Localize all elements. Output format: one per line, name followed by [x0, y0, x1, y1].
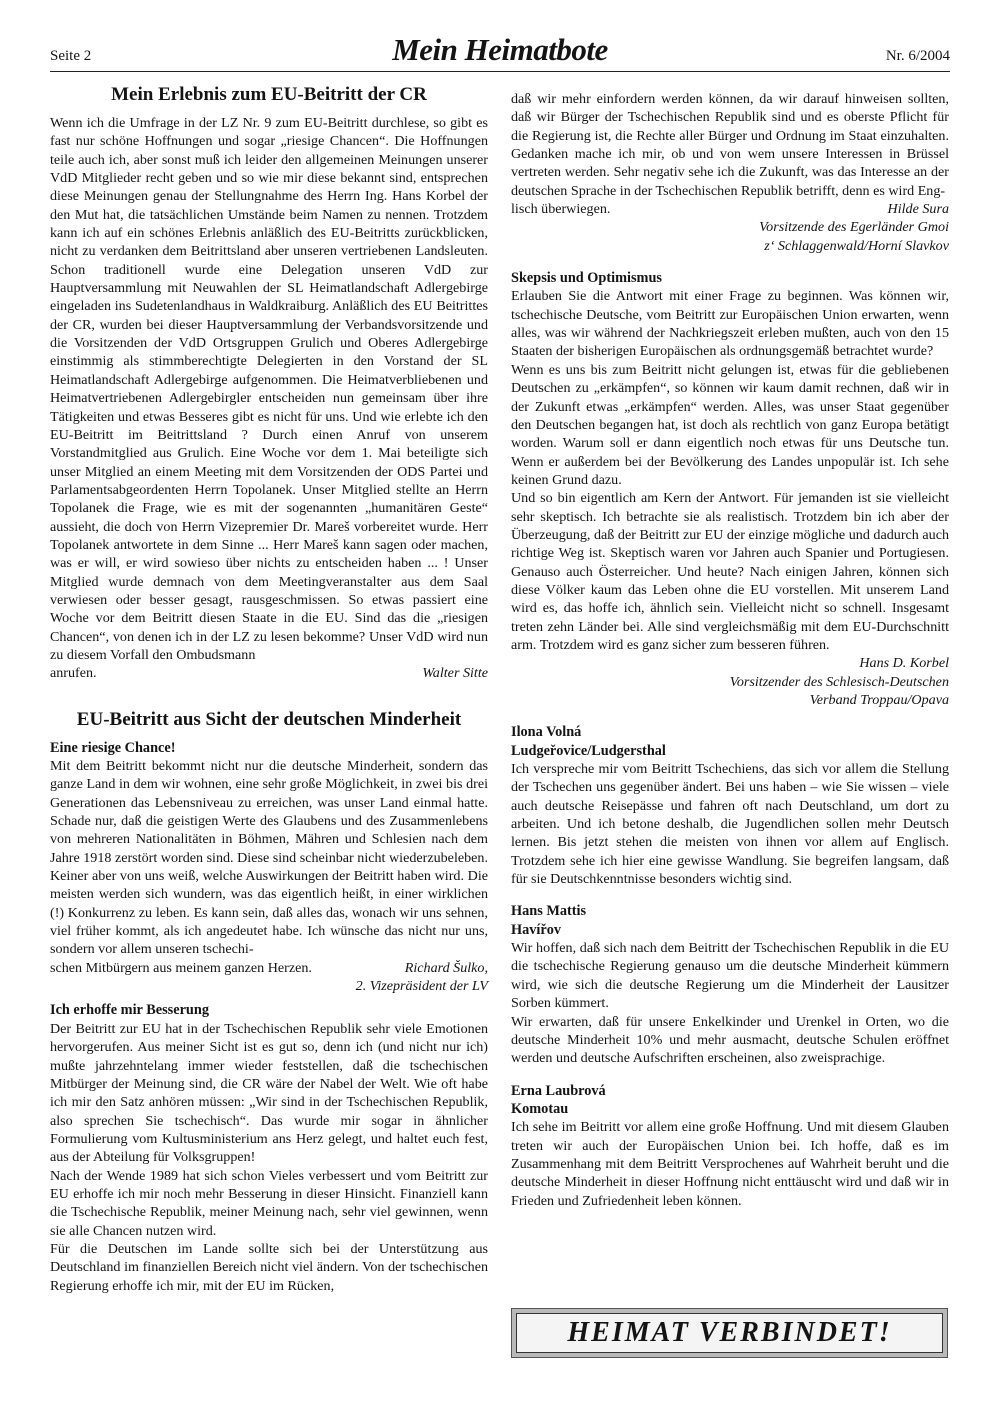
section1-last-line: schen Mitbürgern aus meinem ganzen Herzen.: [50, 959, 312, 976]
section2-paragraph-2: Nach der Wende 1989 hat sich schon Vieles verbessert und vom Beitritt zur EU erhoffe ich mir noch mehr Besserung in dieser Hinsicht. Finanziell kann die Tschechische Republik, meiner Meinung nach, sehr viel gewinnen, wenn sie alle Chancen nutzen wird.: [50, 1167, 488, 1239]
section4-place: Ludgeřovice/Ludgersthal: [511, 742, 666, 759]
article2-title: EU-Beitritt aus Sicht der deutschen Minderheit: [76, 708, 462, 730]
section5-place: Havířov: [511, 921, 562, 938]
page-header: [50, 30, 950, 72]
section2-signature-line: [511, 200, 949, 218]
section3-paragraph-1: Erlauben Sie die Antwort mit einer Frage zu beginnen. Was können wir, tschechische Deutsche, vom Beitritt zur Europäischen Union erwarten, wenn alles, was wir während der Nachkriegszeit erleben mußten, auch von den 15 Staaten der bisherigen Europäischen als ordnungsgemäß betrachtet wurde?: [511, 288, 949, 360]
section2-author-role-2: z‘ Schlaggenwald/Horní Slavkov: [764, 237, 949, 254]
section5-name: Hans Mattis: [511, 903, 587, 920]
slogan-banner: [511, 1308, 948, 1358]
section2-author: Hilde Sura: [887, 201, 949, 218]
section1-heading: Eine riesige Chance!: [50, 739, 176, 756]
section5-paragraph-2: Wir erwarten, daß für unsere Enkelkinder und Urenkel in Orten, wo die deutsche Minderheit 10% und mehr ausmacht, deutsche Schulen eröffnet werden und deutsche Aufschriften erscheinen, also zweisprachige.: [511, 1013, 949, 1067]
section1-author-role: 2. Vizepräsident der LV: [355, 978, 488, 995]
article1-author: Walter Sitte: [422, 665, 488, 682]
article1-signature-line: [50, 664, 488, 682]
section3-heading: Skepsis und Optimismus: [511, 270, 662, 287]
newspaper-masthead: Mein Heimatbote: [392, 32, 608, 67]
issue-number: Nr. 6/2004: [885, 48, 950, 64]
section2-author-role-1: Vorsitzende des Egerländer Gmoi: [759, 219, 949, 236]
section6-name: Erna Laubrová: [511, 1082, 606, 1099]
page-number: Seite 2: [50, 48, 92, 64]
section3-author-role-2: Verband Troppau/Opava: [809, 692, 949, 708]
section1-signature-line: [50, 959, 488, 977]
article1-last-line: anrufen.: [50, 665, 97, 682]
section3-paragraph-3: Und so bin eigentlich am Kern der Antwort. Für jemanden ist sie vielleicht sehr skeptisch. Ich betrachte sie als realistisch. Trotzdem bin ich aber der Überzeugung, daß der Beitritt zur EU der einzige mögliche und dadurch auch richtige Weg ist. Skeptisch waren vor Jahren auch Spanier und Portugiesen. Genauso auch Österreicher. Und heute? Nach einigen Jahren, können sich diese Völker kaum das Leben ohne die EU vorstellen. Mit unserem Land wird es, das hoffe ich, ähnlich sein. Vielleicht nicht so schnell. Insgesamt treten zehn Länder bei. Alle sind vergleichsmäßig mit dem EU-Durchschnitt arm. Trotzdem wird es ganz sicher zum besseren führen.: [511, 490, 949, 653]
section2-paragraph-1: Der Beitritt zur EU hat in der Tschechischen Republik sehr viele Emotionen hervorgerufen. Aus meiner Sicht ist es gut so, denn ich (und nicht nur ich) mußte jahrzehntelang immer wieder feststellen, daß die tschechischen Mitbürger der Meinung sind, die CR wäre der Nabel der Welt. Wie oft habe ich mir den Satz anhören müssen: „Wir sind in der Tschechischen Republik, also sprechen Sie tschechisch“. Das wurde mir sogar in ähnlicher Formulierung vom Kultusministerium ans Herz gelegt, und haltet euch fest, aus der Abteilung für Volksgruppen!: [50, 1020, 488, 1166]
section6-place: Komotau: [511, 1100, 569, 1117]
section2-paragraph-3: Für die Deutschen im Lande sollte sich bei der Unterstützung aus Deutschland im finanziellen Bereich nicht viel ändern. Von der tschechischen Regierung erhoffe ich mir, mit der EU im Rücken,: [50, 1240, 488, 1294]
section2-continuation: daß wir mehr einfordern werden können, da wir darauf hinweisen sollten, daß wir Bürger der Tschechischen Republik sind und es oberste Pflicht für die Regierung ist, die Rechte aller Bürger und Ordnung im Staat einzuhalten. Gedanken mache ich mir, ob und von wem unsere Interessen in Brüssel vertreten werden. Sehr negativ sehe ich die Zukunft, was das Interesse an der deutschen Sprache in der Tschechischen Republik betrifft, denn es wird Eng-: [511, 91, 949, 199]
section1-body: Mit dem Beitritt bekommt nicht nur die deutsche Minderheit, sondern das ganze Land in dem wir wohnen, eine sehr große Möglichkeit, in zwei bis drei Generationen das Lebensniveau zu erreichen, was unser Land einmal hatte. Schade nur, daß die geistigen Werte des Glaubens und des Zusammenlebens von mehreren Nationalitäten in Böhmen, Mähren und Schlesien nach dem Jahre 1918 zerstört worden sind. Diese sind scheinbar nicht wiederzubeleben. Keiner aber von uns weiß, welche Auswirkungen der Beitritt haben wird. Die meisten werden sich wundern, was das eigentlich heißt, in einer wirklichen (!) Konkurrenz zu leben. Es kann sein, daß alles das, wonach wir uns sehnen, viel früher kommt, als ich angedeutet habe. Ich wünsche das nicht nur uns, sondern vor allem unseren tschechi-: [50, 758, 488, 958]
section3-author: Hans D. Korbel: [859, 655, 949, 672]
section3-author-role-1: Vorsitzender des Schlesisch-Deutschen: [729, 673, 949, 690]
article1-title: Mein Erlebnis zum EU-Beitritt der CR: [111, 84, 427, 105]
section2-last-line: lisch überwiegen.: [511, 201, 611, 218]
section4-body: Ich verspreche mir vom Beitritt Tschechiens, das sich vor allem die Stellung der Tschechen uns gegenüber ändert. Bei uns haben – wie Sie wissen – viele auch deutsche Reisepässe und fahren oft nach Deutschland, um dort zu arbeiten. Und ich betone deshalb, die Jugendlichen sollen mehr Deutsch lernen. Bis jetzt stehen die meisten von ihnen vor allem auf Englisch. Trotzdem sehe ich hier eine gewisse Wandlung. Sie begreifen langsam, daß für sie Deutschkenntnisse besonders wichtig sind.: [511, 761, 949, 888]
article1-body: Wenn ich die Umfrage in der LZ Nr. 9 zum EU-Beitritt durchlese, so gibt es fast nur schöne Hoffnungen und sogar „riesige Chancen“. Die Hoffnungen teile auch ich, aber sonst muß ich leider den allgemeinen Meinungen unserer VdD Mitglieder recht geben und so wie mir diese bekannt sind, entsprechen diese Meinungen genau der Stellungnahme des Herrn Ing. Hans Korbel der den Mut hat, die tatsächlichen Umstände beim Namen zu nennen. Trotzdem kann ich auf ein schönes Erlebnis anläßlich des EU-Beitritts zurückblicken, nicht zu verdanken dem Beitrittsland aber unseren vertriebenen Landsleuten. Schon traditionell wurde eine Delegation unseren VdD zur Hauptversammlung mit Neuwahlen der SL Heimatlandschaft Adlergebirge eingeladen ins Sudetenlandhaus in Waldkraiburg. Anläßlich des EU Beitrittes der CR, wurden bei dieser Hauptversammlung der Verbandsvorsitzende und die Vorsitzenden der VdD Ortsgruppen Grulich und Oberes Adlergebirge einstimmig als stimmberechtigte Delegierten in den Vorstand der SL Heimatlandschaft Adlergebirge aufgenommen. Die Heimatverbliebenen und Heimatvertriebenen Adlergebirgler entscheiden nun gemeinsam über ihre Tätigkeiten und etwas Besseres gibt es nicht für uns. Und wie erlebte ich den EU-Beitritt im Beitrittsland ? Durch einen Anruf von unserem Vorstandmitglied aus Grulich. Eine Woche vor dem 1. Mai beteiligte sich unser Mitglied an einem Meeting mit dem Vorsitzenden der ODS Partei und Parlamentsabgeordenten Herrn Topolanek. Unser Mitglied stellte an Herrn Topolanek die Frage, wie es mit der sogenannten „humanitären Geste“ aussieht, die doch von Herrn Vizepremier Dr. Mareš vorbereitet wurde. Herr Topolanek antwortete in dem Sinne ... Herr Mareš kann sagen oder machen, was er will, er wird sowieso über nichts zu entscheiden haben ... ! Unser Mitglied wurde demnach von dem Meetingveranstalter aus dem Saal verwiesen oder besser gesagt, rausgeschmissen. So etwas passiert eine Woche vor dem Beitritt diesen Staate in die EU. Sind das die „riesigen Chancen“, von denen ich in der LZ zu lesen bekomme? Unser VdD wird nun zu diesem Vorfall den Ombudsmann: [50, 115, 488, 663]
left-column: [50, 84, 488, 1295]
slogan-text: HEIMAT VERBINDET!: [516, 1313, 943, 1353]
section6-body: Ich sehe im Beitritt vor allem eine große Hoffnung. Und mit diesem Glauben treten wir auch der Europäischen Union bei. Ich hoffe, daß es im Zusammenhang mit dem Beitritt Versprochenes auf Wahrheit beruht und die deutsche Minderheit in dieser Hoffnung nicht enttäuscht wird und daß wir in Frieden und Zufriedenheit leben können.: [511, 1119, 949, 1209]
section3-paragraph-2: Wenn es uns bis zum Beitritt nicht gelungen ist, etwas für die gebliebenen Deutschen zu „erkämpfen“, so können wir kaum damit rechnen, daß wir in der Zukunft etwas „erkämpfen“ werden. Alles, was unser Staat gegenüber den Deutschen begangen hat, ist doch als rechtlich von ganz Europa betätigt worden. Warum soll er dann eigentlich noch etwas für uns Deutsche tun. Wenn er außerdem bei der Bevölkerung des Landes unpopulär ist. Ich sehe keinen Grund dazu.: [511, 361, 949, 488]
right-column: [511, 90, 949, 1210]
section2-heading: Ich erhoffe mir Besserung: [50, 1002, 209, 1019]
section4-name: Ilona Volná: [511, 724, 582, 741]
section5-paragraph-1: Wir hoffen, daß sich nach dem Beitritt der Tschechischen Republik in die EU die tschechische Regierung genauso um die deutsche Minderheit kümmern wird, wie sich die deutsche Regierung um die Minderheit der Lausitzer Sorben kümmert.: [511, 940, 949, 1012]
section1-author: Richard Šulko,: [404, 959, 488, 976]
